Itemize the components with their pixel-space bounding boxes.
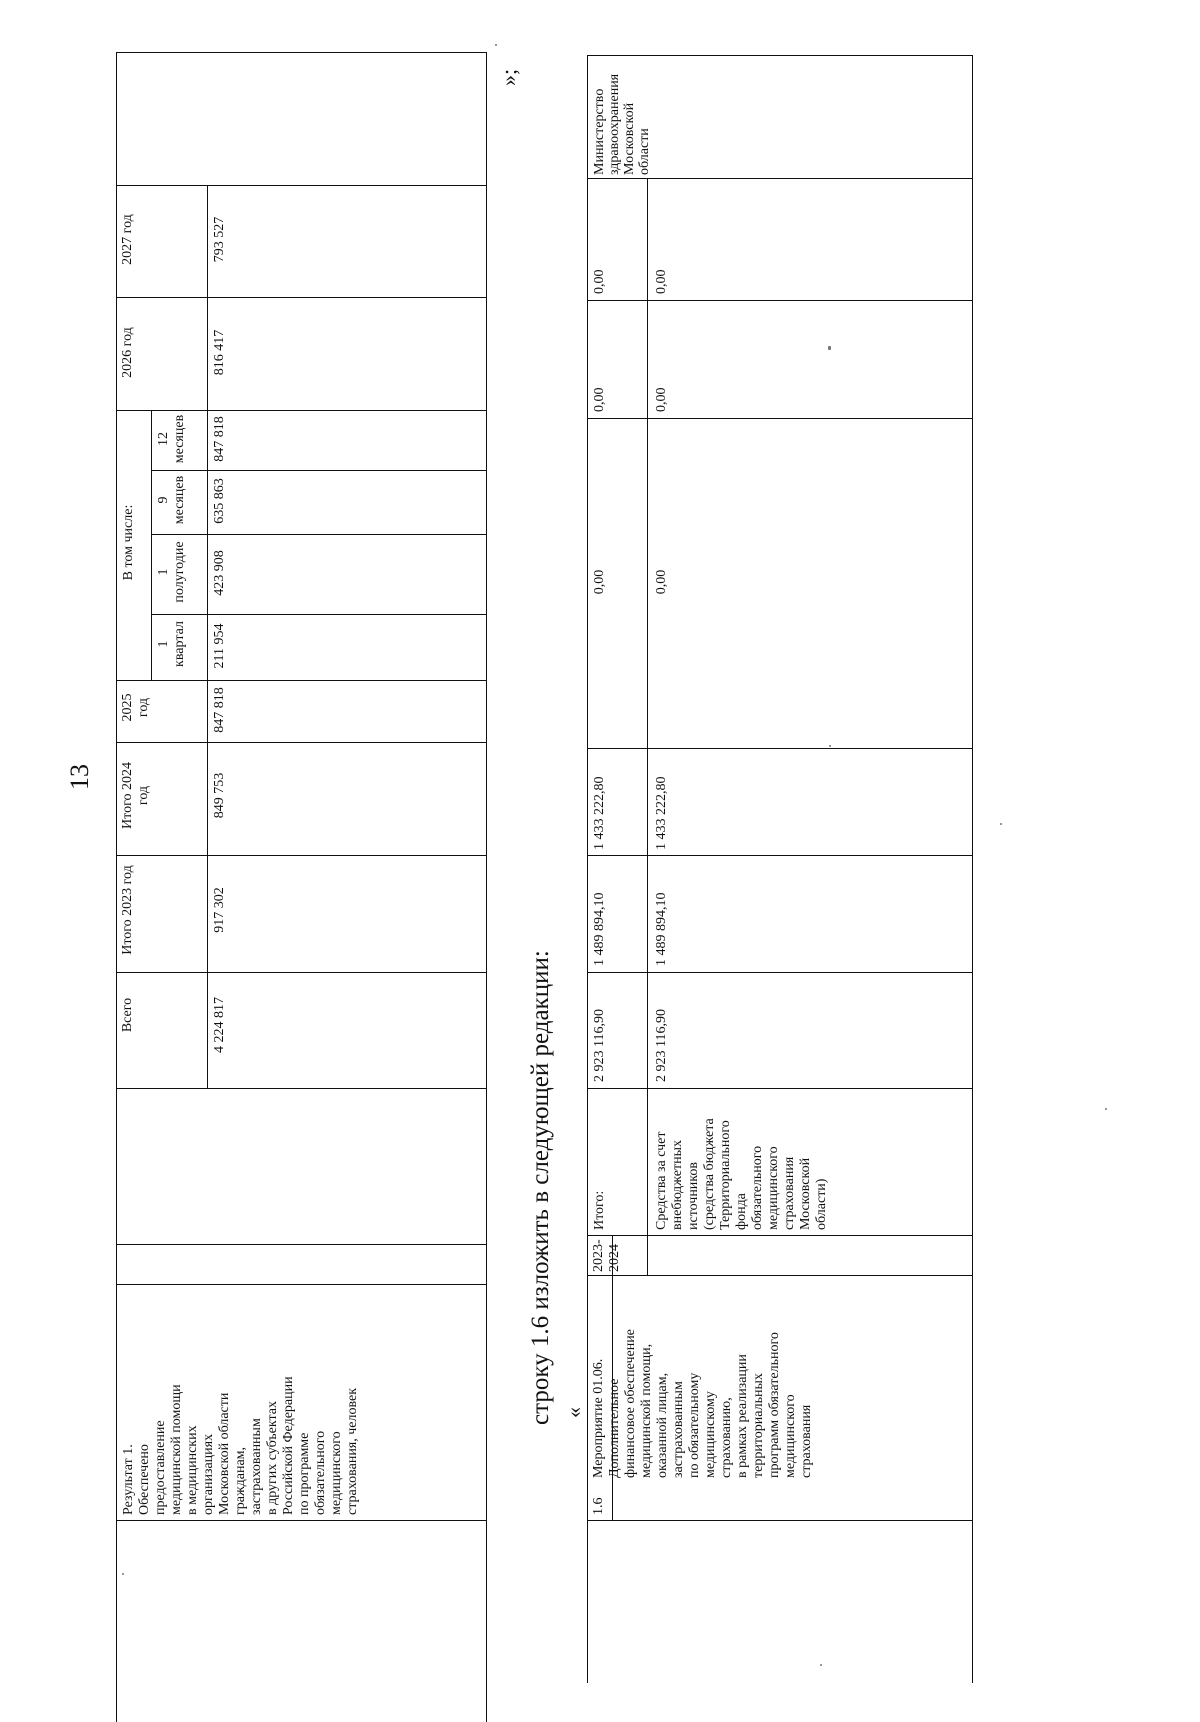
value-total-2023: 917 302: [212, 887, 227, 933]
value-m9: 635 863: [212, 478, 227, 524]
row-total-2027: 0,00: [592, 269, 607, 294]
row-total-2024: 1 433 222,80: [592, 776, 607, 850]
header-including: В том числе:: [121, 504, 136, 581]
row-source-2027: 0,00: [654, 269, 669, 294]
header-m12: 12 месяцев: [156, 414, 187, 464]
row-source-2026: 0,00: [654, 387, 669, 412]
row-total-source: Итого:: [592, 1190, 607, 1230]
row-source-2023: 1 489 894,10: [654, 892, 669, 966]
result-label: Результат 1. Обеспечено предоставление медицинской помощи в медицинских организациях Московской области гражданам, застрахованным в других субъектах Российской Федерации по программе обязательного медицинского страхования, человек: [121, 1376, 360, 1515]
value-year-2025: 847 818: [212, 687, 227, 733]
opening-quote: «: [561, 1407, 586, 1418]
value-h1: 423 908: [212, 550, 227, 596]
row-source-2024: 1 433 222,80: [654, 776, 669, 850]
measure-description: Мероприятие 01.06. Дополнительное финансовое обеспечение медицинской помощи, оказанной лицам, застрахованным по обязательному медицинскому страхованию, в рамках реализации территориальных программ обязательного медицинского страхования: [591, 1329, 814, 1478]
value-total-2024: 849 753: [212, 772, 227, 819]
value-m12: 847 818: [212, 416, 227, 462]
measure-period: 2023- 2024: [591, 1239, 622, 1272]
row-source-2025: 0,00: [654, 569, 669, 595]
row-source-total: 2 923 116,90: [654, 1009, 669, 1082]
row-total-2023: 1 489 894,10: [592, 892, 607, 966]
responsible-body: Министерство здравоохранения Московской области: [592, 73, 652, 175]
row-source-label: Средства за счет внебюджетных источников (средства бюджета Территориального фонда обязательного медицинского страхования Московской области): [654, 1118, 829, 1230]
header-m9: 9 месяцев: [156, 475, 187, 525]
caption: строку 1.6 изложить в следующей редакции:: [527, 950, 554, 1425]
header-q1: 1 квартал: [156, 621, 187, 667]
header-year-2027: 2027 год: [120, 214, 135, 265]
value-year-2027: 793 527: [212, 216, 227, 263]
page-number: 13: [65, 764, 94, 790]
header-total-2023: Итого 2023 год: [120, 865, 135, 955]
header-year-2025: 2025 год: [120, 693, 151, 722]
value-total: 4 224 817: [212, 997, 227, 1053]
row-total-2026: 0,00: [592, 387, 607, 412]
row-total-2025: 0,00: [592, 569, 607, 595]
header-total-2024: Итого 2024 год: [120, 762, 151, 829]
header-year-2026: 2026 год: [120, 327, 135, 378]
header-total: Всего: [120, 997, 135, 1033]
closing-mark: »;: [496, 68, 521, 86]
value-q1: 211 954: [212, 623, 227, 669]
header-h1: 1 полугодие: [156, 541, 187, 603]
value-year-2026: 816 417: [212, 329, 227, 376]
row-total-total: 2 923 116,90: [592, 1009, 607, 1082]
row-number: 1.6: [591, 1497, 606, 1515]
